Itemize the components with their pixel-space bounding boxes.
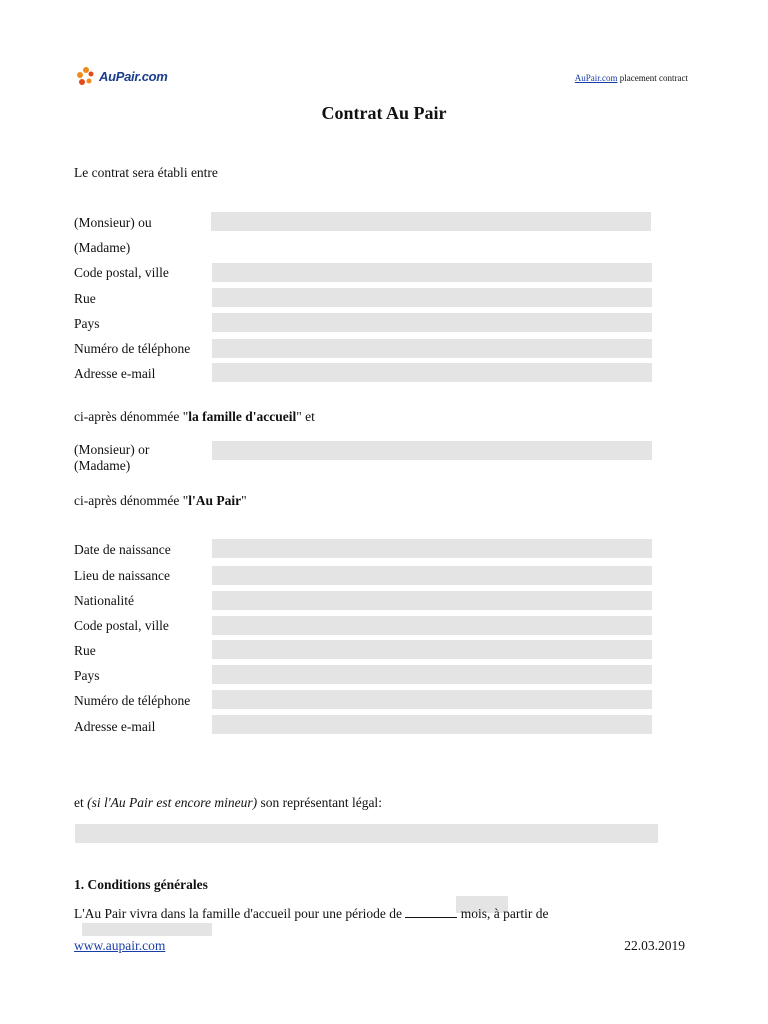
aupair-street-label: Rue <box>74 643 96 658</box>
host-phone-field[interactable] <box>212 339 652 358</box>
host-street-label: Rue <box>74 291 96 306</box>
host-street-field[interactable] <box>212 288 652 307</box>
host-country-label: Pays <box>74 316 100 331</box>
birthdate-field[interactable] <box>212 539 652 558</box>
host-postal-field[interactable] <box>212 263 652 282</box>
host-reference-text: ci-après dénommée "la famille d'accueil" et <box>74 409 315 424</box>
aupair-email-label: Adresse e-mail <box>74 719 156 734</box>
aupair-postal-label: Code postal, ville <box>74 618 169 633</box>
aupair-email-field[interactable] <box>212 715 652 734</box>
header-suffix: placement contract <box>617 73 688 83</box>
header-caption <box>575 73 688 83</box>
aupair-country-label: Pays <box>74 668 100 683</box>
aupair-phone-field[interactable] <box>212 690 652 709</box>
nationality-field[interactable] <box>212 591 652 610</box>
aupair-street-field[interactable] <box>212 640 652 659</box>
footer-website-link[interactable]: www.aupair.com <box>74 938 166 953</box>
host-email-label: Adresse e-mail <box>74 366 156 381</box>
host-email-field[interactable] <box>212 363 652 382</box>
host-name-field[interactable] <box>211 212 651 231</box>
aupair-reference-text: ci-après dénommée "l'Au Pair" <box>74 493 247 508</box>
guardian-text: et (si l'Au Pair est encore mineur) son représentant légal: <box>74 795 382 810</box>
period-months-blank <box>405 903 457 918</box>
host-country-field[interactable] <box>212 313 652 332</box>
host-phone-label: Numéro de téléphone <box>74 341 191 356</box>
page-title: Contrat Au Pair <box>321 103 447 123</box>
host-name-label-line2: (Madame) <box>74 240 131 255</box>
aupair-name-label-line2: (Madame) <box>74 458 131 473</box>
flower-logo-icon <box>76 66 96 86</box>
aupair-phone-label: Numéro de téléphone <box>74 693 191 708</box>
footer-date: 22.03.2019 <box>624 938 685 953</box>
header-aupair-link[interactable]: AuPair.com <box>574 73 618 83</box>
section-1-title: 1. Conditions générales <box>74 877 208 892</box>
aupair-logo <box>76 66 168 86</box>
birthplace-label: Lieu de naissance <box>74 568 170 583</box>
aupair-name-label-line1: (Monsieur) or <box>74 442 150 457</box>
host-name-label-line1: (Monsieur) ou <box>74 215 152 230</box>
aupair-country-field[interactable] <box>212 665 652 684</box>
birthdate-label: Date de naissance <box>74 542 171 557</box>
aupair-postal-field[interactable] <box>212 616 652 635</box>
section-1-text: L'Au Pair vivra dans la famille d'accueil pour une période de mois, à partir de <box>74 903 548 923</box>
start-date-field[interactable] <box>82 923 212 936</box>
intro-text: Le contrat sera établi entre <box>74 165 218 180</box>
birthplace-field[interactable] <box>212 566 652 585</box>
nationality-label: Nationalité <box>74 593 134 608</box>
guardian-field[interactable] <box>75 824 658 843</box>
aupair-name-field[interactable] <box>212 441 652 460</box>
logo-text: AuPair.com <box>99 68 168 84</box>
host-postal-label: Code postal, ville <box>74 265 169 280</box>
